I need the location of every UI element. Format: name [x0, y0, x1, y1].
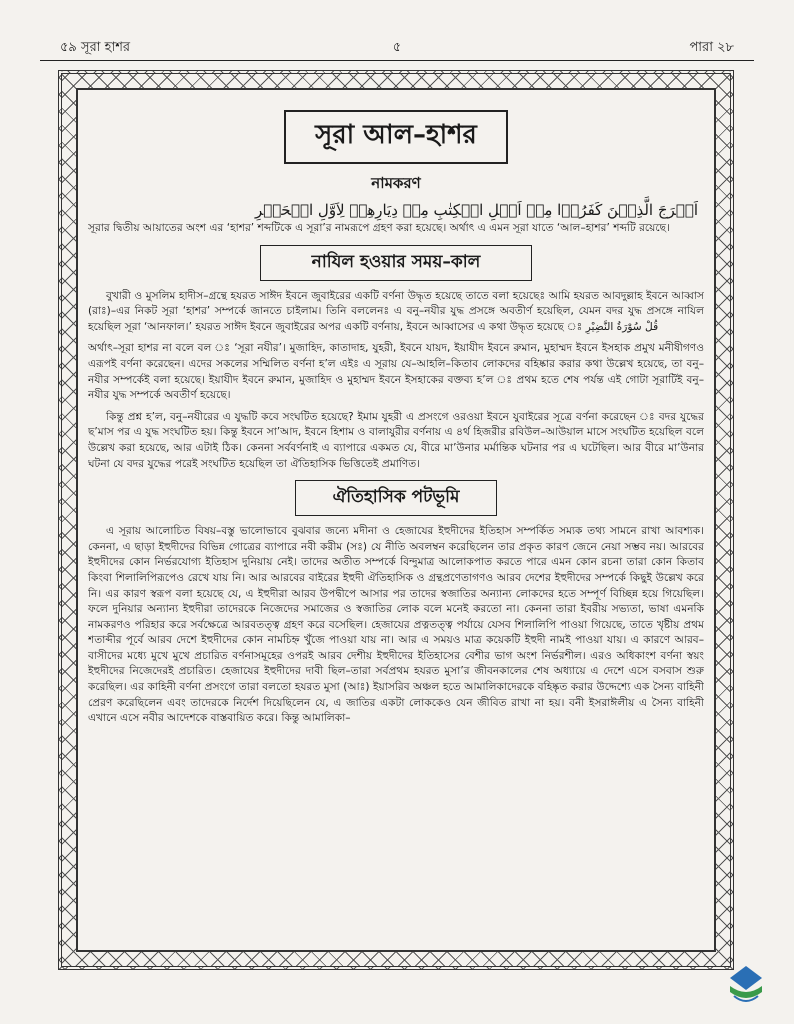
- page-number: ৫: [392, 40, 402, 55]
- ornamental-border: [58, 70, 734, 970]
- paragraph: এ সূরায় আলোচিত বিষয়–বস্তু ভালোভাবে বুঝবার জন্যে মদীনা ও হেজাযের ইহুদীদের ইতিহাস সম্পর্কিত সম্যক তথ্য সামনে রাখা আবশ্যক। কেননা, এ ছাড়া ইহুদীদের বিভিন্ন গোত্রের ব্যাপারে নবী করীম (সঃ) যে নীতি অবলম্বন করেছিলেন তার প্রকৃত কারণ জেনে নেয়া সম্ভব নয়। আরবের ইহুদীদের কোন নির্ভরযোগ্য ইতিহাস দুনিয়ায় নেই। তাদের অতীত সম্পর্কে বিন্দুমাত্র আলোকপাত করতে পারে এমন কোন রচনা তারা কোন কিতাব কিংবা শিলালিপিরূপেও রেখে যায় নি। আর আরবের বাইরের ইহুদী ঐতিহাসিক ও গ্রন্থপ্রণেতাগণও আরব দেশের ইহুদীদের সম্পর্কে কিছুই উল্লেখ করে নি। এর কারণ স্বরূপ বলা হয়েছে যে, এ ইহুদীরা আরব উপদ্বীপে আসার পর তাদের স্বজাতির অন্যান্য লোকদের হতে সম্পূর্ণ বিচ্ছিন্ন হয়ে গিয়েছিল। ফলে দুনিয়ার অন্যান্য ইহুদীরা তাদেরকে নিজেদের সমাজের ও স্বজাতির লোক বলে মনেই করতো না। কেননা তারা ইবরীয় সভ্যতা, ভাষা এমনকি নামকরণও পরিহার করে সর্বক্ষেত্রে আরবতত্ত্ব গ্রহণ করে বসেছিল। হেজাযের প্রত্নতত্ত্ব পর্যায়ে যেসব শিলালিপি পাওয়া গিয়েছে, তাতে খৃষ্টীয় প্রথম শতাব্দীর পূর্বে আরব দেশে ইহুদীদের কোন নামচিহ্ন খুঁজে পাওয়া যায় না। আর এ সময়ও মাত্র কয়েকটি ইহুদী নামই পাওয়া যায়। এ কারণে আরব–বাসীদের মধ্যে মুখে মুখে প্রচারিত বর্ণনাসমূহের ওপরই আরব দেশীয় ইহুদীদের ইতিহাসের বেশীর ভাগ অংশ নির্ভরশীল। এরও অধিকাংশ বর্ণনা স্বয়ং ইহুদীদের নিজেদেরই প্রচারিত। হেজাযের ইহুদীদের দাবী ছিল–তারা সর্বপ্রথম হযরত মুসা’র জীবনকালের শেষ অধ্যায়ে এ দেশে এসে বসবাস শুরু করেছিল। এর কাহিনী বর্ণনা প্রসংগে তারা বলতো হযরত মুসা (আঃ) ইয়াসরিব অঞ্চল হতে আমালিকাদেরকে বহিষ্কৃত করার উদ্দেশ্যে এক সৈন্য বাহিনী প্রেরণ করেছিলেন এবং তাদেরকে নির্দেশ দিয়েছিলেন যে, এ জাতির একটা লোককেও যেন জীবিত রাখা না হয়। বনী ইসরাঈলীয় এ সৈন্য বাহিনী এখানে এসে নবীর আদেশকে বাস্তবায়িত করে। কিন্তু আমালিকা–: [88, 525, 704, 725]
- publisher-logo-icon: [726, 964, 766, 1008]
- paragraph: কিন্তু প্রশ্ন হ’ল, বনু–নযীরের এ যুদ্ধটি কবে সংঘটিত হয়েছে? ইমাম যুহরী এ প্রসংগে ওরওয়া ইবনে যুবাইরের সূত্রে বর্ণনা করেছেন ঃ বদর যুদ্ধের ছ’মাস পর এ যুদ্ধ সংঘটিত হয়। কিন্তু ইবনে সা’আদ, ইবনে হিশাম ও বালাযুরীর বর্ণনায় এ ৪র্থ হিজরীর রবিউল–আউয়াল মাসে সংঘটিত হয়েছিল বলে উল্লেখ করা হয়েছে, আর এটাই ঠিক। কেননা সর্ববর্ণনাই এ ব্যাপারে একমত যে, বীরে মা’উনার মর্মান্তিক ঘটনার পর এ ঘটেছিল। আর বীরে মা’উনার ঘটনা যে বদর যুদ্ধের পরেই সংঘটিত হয়েছিল তা ঐতিহাসিক ভিত্তিতেই প্রমাণিত।: [88, 410, 704, 470]
- paragraph: অর্থাৎ–সূরা হাশর না বলে বল ঃ ‘সূরা নযীর’। মুজাহিদ, কাতাদাহ, যুহরী, ইবনে যায়দ, ইয়াযীদ ইবনে রুমান, মুহাম্মদ ইবনে ইসহাক প্রমুখ মনীষীগণও এরূপই বর্ণনা করেছেন। এদের সকলের সম্মিলিত বর্ণনা হ’ল এইঃ এ সূরায় যে–আহলি–কিতাব লোকদের বহিষ্কার করার কথা উল্লেখ হয়েছে, তা বনু–নযীর সম্পর্কেই বলা হয়েছে। ইয়াযীদ ইবনে রুমান, মুজাহিদ ও মুহাম্মদ ইবনে ইসহাকের বক্তব্য হ’ল ঃ প্রথম হতে শেষ পর্যন্ত এই গোটা সূরাটিই বনু–নযীর যুদ্ধ সম্পর্কে অবতীর্ণ হয়েছে।: [88, 342, 704, 402]
- page-title: সূরা আল–হাশর: [284, 110, 508, 164]
- para-label: পারা ২৮: [689, 40, 734, 55]
- section-heading-revelation: নাযিল হওয়ার সময়–কাল: [260, 245, 532, 281]
- section-heading-history: ঐতিহাসিক পটভূমি: [295, 480, 497, 516]
- surah-label: ৫৯ সূরা হাশর: [60, 40, 131, 55]
- page-header: [60, 38, 734, 58]
- paragraph: বুখারী ও মুসলিম হাদীস–গ্রন্থে হযরত সাঈদ ইবনে জুবাইরের একটি বর্ণনা উদ্ধৃত হয়েছে তাতে বলা হয়েছেঃ আমি হযরত আবদুল্লাহ ইবনে আব্বাস (রাঃ)–এর নিকট সূরা ‘হাশর’ সম্পর্কে জানতে চাইলাম। তিনি বললেনঃ এ বনু–নযীর যুদ্ধ প্রসঙ্গে অবতীর্ণ হয়েছিল, যেমন বদর যুদ্ধ প্রসঙ্গে নাযিল হয়েছিল সূরা ‘আনফাল।’ হযরত সাঈদ ইবনে জুবাইরের অপর একটি বর্ণনায়, ইবনে আব্বাসের এ কথা উদ্ধৃত হয়েছে ঃ قُلْ سُوْرَةُ النَّضِيْرِ: [88, 289, 704, 333]
- header-rule: [40, 60, 754, 61]
- page-body: [76, 88, 716, 952]
- arabic-verse: اَخۡرَجَ الَّذِیۡنَ كَفَرُوۡا مِنۡ اَهۡلِ الۡكِتٰبِ مِنۡ دِیَارِهِمۡ لِاَوَّلِ الۡحَشۡرِ: [255, 201, 698, 219]
- content-area: [88, 96, 704, 944]
- naming-text: সূরার দ্বিতীয় আয়াতের অংশ এর ‘হাশর’ শব্দটিকে এ সূরা’র নামরূপে গ্রহণ করা হয়েছে। অর্থাৎ এ এমন সূরা যাতে ‘আল–হাশর’ শব্দটি রয়েছে।: [88, 222, 670, 234]
- naming-heading: নামকরণ: [371, 174, 421, 192]
